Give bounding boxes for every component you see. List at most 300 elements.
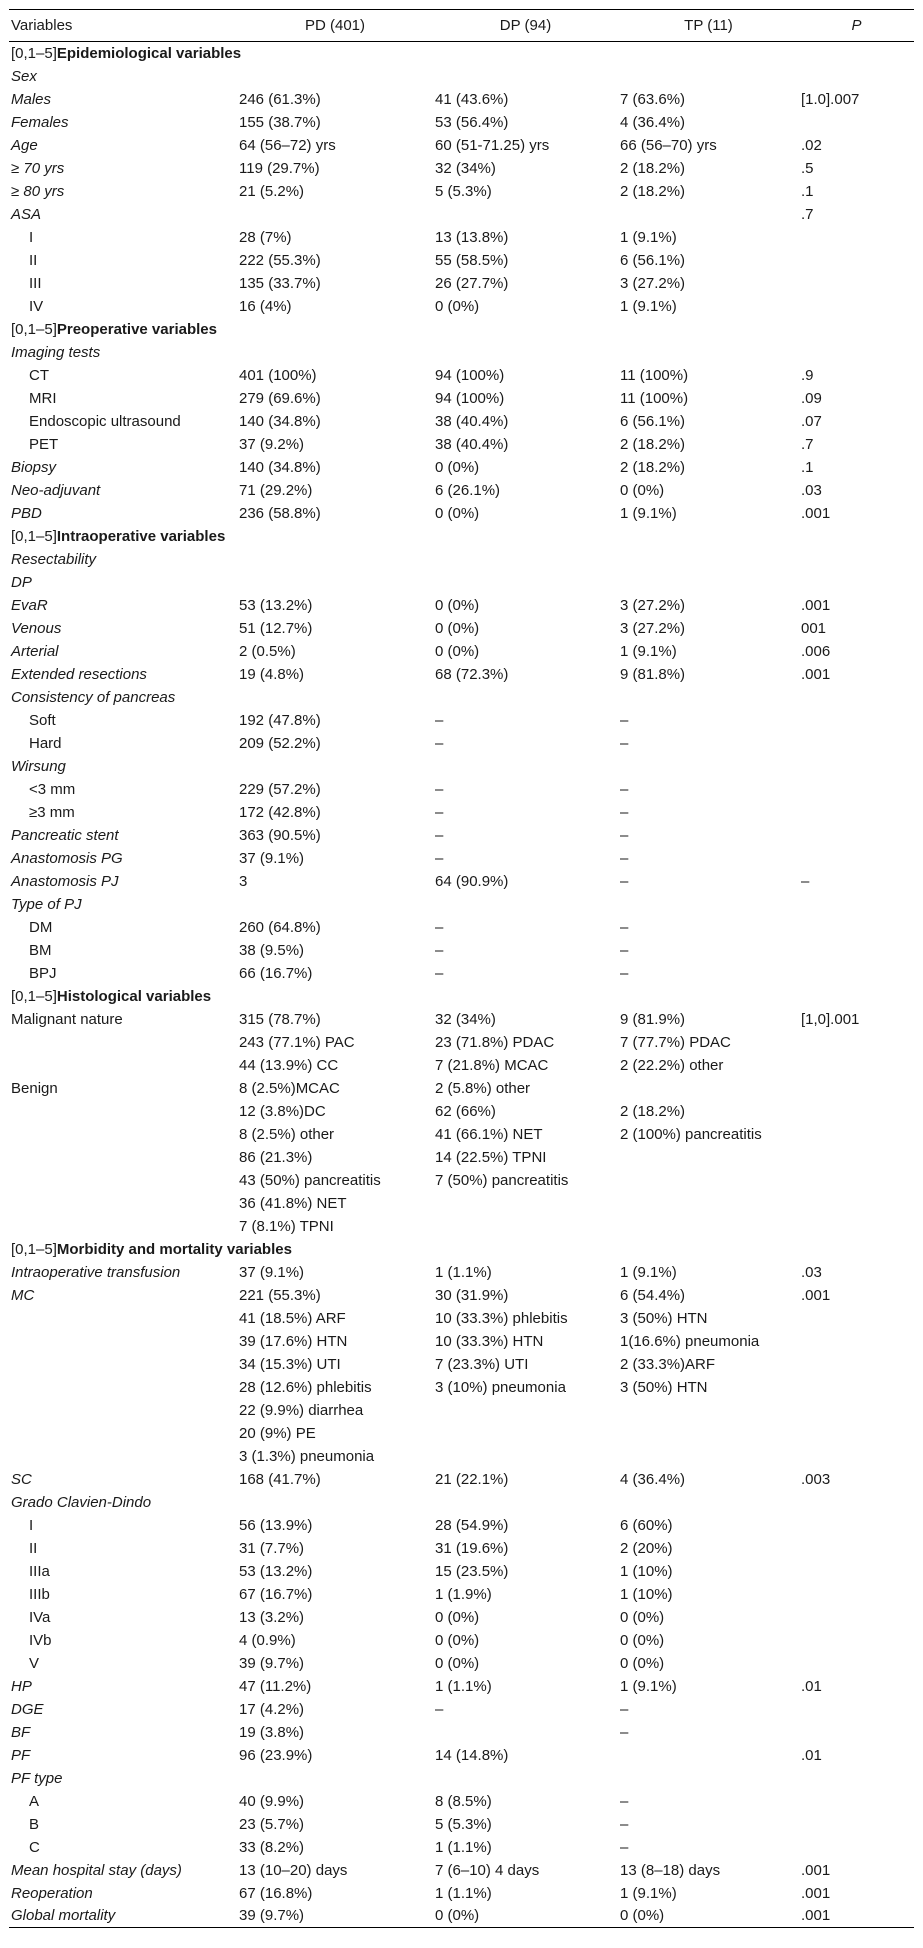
- results-table: [9, 9, 914, 1928]
- table-row: [9, 180, 914, 203]
- cell-tp: [618, 1146, 799, 1169]
- table-row: [9, 111, 914, 134]
- section-prefix: [0,1–5]: [11, 44, 57, 62]
- table-row: [9, 1744, 914, 1767]
- cell-pd: 155 (38.7%): [239, 113, 321, 131]
- cell-tp: 3 (50%) HTN: [620, 1378, 708, 1396]
- cell-dp: –: [435, 849, 444, 867]
- cell-pd: 20 (9%) PE: [239, 1424, 316, 1442]
- cell-dp: 23 (71.8%) PDAC: [435, 1033, 555, 1051]
- cell-tp: [618, 1767, 799, 1790]
- cell-pd: 135 (33.7%): [239, 274, 321, 292]
- section-title: [9, 1238, 914, 1261]
- cell-tp: 2 (100%) pancreatitis: [620, 1125, 762, 1143]
- cell-pd: 33 (8.2%): [239, 1838, 305, 1856]
- table-row: [9, 1468, 914, 1491]
- cell-dp: 10 (33.3%) phlebitis: [435, 1309, 568, 1327]
- cell-dp: 0 (0%): [435, 596, 480, 614]
- cell-tp: 4 (36.4%): [620, 113, 686, 131]
- cell-tp: [618, 341, 799, 364]
- cell-tp: [618, 1399, 799, 1422]
- section-prefix: [0,1–5]: [11, 527, 57, 545]
- cell-tp: 2 (18.2%): [620, 159, 686, 177]
- cell-dp: [433, 686, 618, 709]
- table-row: [9, 65, 914, 88]
- cell-dp: 7 (6–10) 4 days: [435, 1861, 540, 1879]
- cell-p-value: [799, 1146, 914, 1169]
- cell-dp: 26 (27.7%): [435, 274, 509, 292]
- cell-pd: 51 (12.7%): [239, 619, 313, 637]
- cell-tp: 1(16.6%) pneumonia: [620, 1332, 760, 1350]
- cell-p-value: .001: [799, 1905, 914, 1928]
- cell-p-value: [799, 732, 914, 755]
- header-tp: TP (11): [618, 10, 799, 42]
- cell-dp: 64 (90.9%): [435, 872, 509, 890]
- table-row: [9, 1054, 914, 1077]
- cell-variable: EvaR: [11, 596, 48, 614]
- table-row: [9, 571, 914, 594]
- cell-dp: 14 (14.8%): [435, 1746, 509, 1764]
- cell-tp: 0 (0%): [618, 1905, 799, 1928]
- table-row: [9, 1813, 914, 1836]
- section-label: Preoperative variables: [56, 320, 217, 338]
- cell-p-value: [799, 1445, 914, 1468]
- cell-variable: IVa: [29, 1608, 51, 1626]
- cell-variable: DP: [11, 573, 32, 591]
- cell-p-value: [799, 709, 914, 732]
- cell-p-value: .1: [801, 182, 814, 200]
- cell-pd: 192 (47.8%): [239, 711, 321, 729]
- cell-variable: I: [29, 1516, 34, 1534]
- cell-p-value: [799, 1652, 914, 1675]
- cell-p-value: [799, 1583, 914, 1606]
- table-row: [9, 1330, 914, 1353]
- cell-tp: 7 (63.6%): [620, 90, 686, 108]
- cell-pd: 34 (15.3%) UTI: [239, 1355, 341, 1373]
- cell-p-value: [799, 1721, 914, 1744]
- cell-variable: BM: [29, 941, 52, 959]
- table-row: [9, 755, 914, 778]
- cell-variable: [9, 1169, 237, 1192]
- cell-p-value: .03: [801, 481, 822, 499]
- cell-p-value: .001: [801, 1884, 831, 1902]
- cell-pd: 47 (11.2%): [239, 1677, 312, 1695]
- cell-variable: Benign: [11, 1079, 58, 1097]
- table-body: [9, 42, 914, 1928]
- cell-dp: 13 (13.8%): [435, 228, 509, 246]
- cell-pd: 96 (23.9%): [239, 1746, 313, 1764]
- cell-p-value: [799, 686, 914, 709]
- cell-dp: 10 (33.3%) HTN: [435, 1332, 544, 1350]
- table-row: [9, 502, 914, 525]
- section-header-row: [9, 985, 914, 1008]
- cell-dp: 62 (66%): [435, 1102, 496, 1120]
- cell-pd: 140 (34.8%): [239, 458, 321, 476]
- cell-pd: 36 (41.8%) NET: [239, 1194, 347, 1212]
- cell-pd: 222 (55.3%): [239, 251, 321, 269]
- cell-tp: [618, 548, 799, 571]
- cell-variable: <3 mm: [29, 780, 76, 798]
- cell-tp: [618, 893, 799, 916]
- cell-dp: –: [435, 918, 444, 936]
- cell-tp: 2 (33.3%)ARF: [620, 1355, 716, 1373]
- table-header: [9, 10, 914, 42]
- cell-tp: 2 (22.2%) other: [620, 1056, 724, 1074]
- cell-dp: 14 (22.5%) TPNI: [435, 1148, 547, 1166]
- cell-pd: 172 (42.8%): [239, 803, 321, 821]
- cell-tp: 6 (56.1%): [620, 412, 686, 430]
- cell-dp: 1 (1.9%): [435, 1585, 492, 1603]
- cell-tp: –: [620, 1723, 629, 1741]
- cell-dp: [433, 548, 618, 571]
- cell-dp: 0 (0%): [435, 1631, 480, 1649]
- table-row: [9, 1836, 914, 1859]
- cell-variable: [9, 1215, 237, 1238]
- cell-p-value: [799, 111, 914, 134]
- cell-variable: MC: [11, 1286, 35, 1304]
- section-label: Histological variables: [56, 987, 212, 1005]
- table-row: [9, 663, 914, 686]
- cell-tp: –: [620, 941, 629, 959]
- results-table-container: [9, 9, 914, 1928]
- cell-pd: 8 (2.5%)MCAC: [239, 1079, 340, 1097]
- cell-tp: 2 (18.2%): [620, 435, 686, 453]
- cell-dp: –: [435, 711, 444, 729]
- cell-pd: 40 (9.9%): [239, 1792, 305, 1810]
- cell-variable: Reoperation: [11, 1884, 93, 1902]
- cell-tp: [618, 571, 799, 594]
- cell-variable: CT: [29, 366, 49, 384]
- cell-pd: 31 (7.7%): [239, 1539, 305, 1557]
- cell-p-value: [799, 1054, 914, 1077]
- table-row: [9, 295, 914, 318]
- cell-variable: Global mortality: [9, 1905, 237, 1928]
- table-row: [9, 1307, 914, 1330]
- cell-tp: –: [620, 1838, 629, 1856]
- cell-p-value: [799, 295, 914, 318]
- cell-variable: IIIa: [29, 1562, 50, 1580]
- cell-pd: [237, 1767, 433, 1790]
- cell-p-value: .006: [801, 642, 831, 660]
- table-row: [9, 1560, 914, 1583]
- cell-tp: 3 (27.2%): [620, 596, 686, 614]
- cell-pd: [237, 203, 433, 226]
- cell-tp: [618, 755, 799, 778]
- cell-pd: 19 (4.8%): [239, 665, 305, 683]
- cell-p-value: [799, 1560, 914, 1583]
- table-row: [9, 778, 914, 801]
- cell-tp: 0 (0%): [620, 1631, 665, 1649]
- table-row: [9, 1008, 914, 1031]
- cell-p-value: [799, 1790, 914, 1813]
- section-header-row: [9, 1238, 914, 1261]
- table-row: [9, 88, 914, 111]
- header-dp: DP (94): [433, 10, 618, 42]
- cell-tp: [618, 1215, 799, 1238]
- cell-variable: [9, 1353, 237, 1376]
- table-row: [9, 1790, 914, 1813]
- cell-variable: Soft: [29, 711, 56, 729]
- table-row: [9, 824, 914, 847]
- table-row: [9, 939, 914, 962]
- cell-variable: PF type: [11, 1769, 63, 1787]
- cell-dp: 28 (54.9%): [435, 1516, 509, 1534]
- cell-p-value: [799, 341, 914, 364]
- cell-tp: –: [620, 803, 629, 821]
- cell-variable: [9, 1445, 237, 1468]
- section-title: [9, 985, 914, 1008]
- cell-tp: 11 (100%): [620, 389, 689, 407]
- cell-variable: BPJ: [29, 964, 57, 982]
- table-row: [9, 1100, 914, 1123]
- cell-pd: [237, 548, 433, 571]
- cell-dp: 7 (21.8%) MCAC: [435, 1056, 549, 1074]
- cell-p-value: [799, 571, 914, 594]
- cell-dp: 1 (1.1%): [435, 1838, 492, 1856]
- cell-tp: 66 (56–70) yrs: [620, 136, 717, 154]
- cell-pd: 401 (100%): [239, 366, 317, 384]
- cell-tp: 3 (27.2%): [620, 274, 686, 292]
- cell-pd: 39 (9.7%): [237, 1905, 433, 1928]
- cell-p-value: [799, 893, 914, 916]
- cell-pd: 2 (0.5%): [239, 642, 296, 660]
- section-header-row: [9, 525, 914, 548]
- cell-tp: –: [620, 872, 629, 890]
- cell-variable: [9, 1100, 237, 1123]
- cell-variable: [9, 1376, 237, 1399]
- cell-p-value: [799, 801, 914, 824]
- table-row: [9, 1192, 914, 1215]
- cell-dp: 0 (0%): [435, 504, 480, 522]
- cell-p-value: .01: [801, 1746, 822, 1764]
- cell-pd: 13 (10–20) days: [239, 1861, 348, 1879]
- table-row: [9, 617, 914, 640]
- cell-dp: 60 (51-71.25) yrs: [435, 136, 550, 154]
- cell-p-value: –: [801, 872, 810, 890]
- cell-dp: 32 (34%): [435, 1010, 496, 1028]
- table-row: [9, 1606, 914, 1629]
- cell-pd: 23 (5.7%): [239, 1815, 305, 1833]
- cell-pd: 315 (78.7%): [239, 1010, 321, 1028]
- cell-pd: 64 (56–72) yrs: [239, 136, 336, 154]
- cell-p-value: [799, 1330, 914, 1353]
- table-row: [9, 962, 914, 985]
- cell-tp: 1 (9.1%): [620, 1677, 677, 1695]
- cell-tp: 1 (9.1%): [620, 1263, 677, 1281]
- cell-dp: 8 (8.5%): [435, 1792, 492, 1810]
- table-row: [9, 893, 914, 916]
- cell-dp: [433, 1767, 618, 1790]
- cell-variable: BF: [11, 1723, 31, 1741]
- cell-pd: 13 (3.2%): [239, 1608, 305, 1626]
- cell-p-value: [799, 1215, 914, 1238]
- cell-p-value: .001: [801, 665, 831, 683]
- cell-variable: [9, 1422, 237, 1445]
- cell-tp: 0 (0%): [620, 1654, 665, 1672]
- cell-tp: 1 (9.1%): [620, 1884, 677, 1902]
- cell-p-value: [799, 1422, 914, 1445]
- table-row: [9, 1882, 914, 1905]
- table-row: [9, 1077, 914, 1100]
- cell-dp: 94 (100%): [435, 389, 505, 407]
- cell-pd: 229 (57.2%): [239, 780, 321, 798]
- cell-variable: [9, 1399, 237, 1422]
- cell-tp: [618, 1192, 799, 1215]
- cell-tp: 6 (60%): [620, 1516, 673, 1534]
- cell-dp: –: [435, 1700, 444, 1718]
- cell-variable: Venous: [11, 619, 62, 637]
- cell-variable: [9, 1123, 237, 1146]
- section-title: [9, 318, 914, 341]
- cell-variable: Endoscopic ultrasound: [29, 412, 181, 430]
- cell-dp: –: [435, 803, 444, 821]
- cell-variable: IV: [29, 297, 44, 315]
- cell-tp: 2 (18.2%): [620, 1102, 686, 1120]
- cell-variable: HP: [11, 1677, 32, 1695]
- cell-p-value: [799, 824, 914, 847]
- table-row: [9, 1652, 914, 1675]
- table-row: [9, 732, 914, 755]
- cell-dp: –: [435, 941, 444, 959]
- cell-tp: –: [620, 964, 629, 982]
- cell-p-value: .001: [801, 1861, 831, 1879]
- cell-dp: [433, 203, 618, 226]
- cell-variable: Arterial: [11, 642, 59, 660]
- table-row: [9, 1399, 914, 1422]
- table-row: [9, 341, 914, 364]
- table-row: [9, 410, 914, 433]
- header-pd: PD (401): [237, 10, 433, 42]
- table-row: [9, 1537, 914, 1560]
- cell-variable: Pancreatic stent: [11, 826, 119, 844]
- cell-variable: ≥3 mm: [29, 803, 75, 821]
- cell-tp: 1 (9.1%): [620, 642, 677, 660]
- cell-tp: 1 (9.1%): [620, 504, 677, 522]
- section-title: [9, 525, 914, 548]
- cell-p-value: [799, 1514, 914, 1537]
- cell-tp: 3 (50%) HTN: [620, 1309, 708, 1327]
- cell-p-value: [799, 226, 914, 249]
- cell-dp: [433, 1422, 618, 1445]
- cell-p-value: [799, 755, 914, 778]
- cell-pd: 12 (3.8%)DC: [239, 1102, 326, 1120]
- cell-dp: 21 (22.1%): [435, 1470, 509, 1488]
- table-row: [9, 1721, 914, 1744]
- cell-dp: 38 (40.4%): [435, 435, 509, 453]
- cell-p-value: .001: [801, 1286, 831, 1304]
- cell-tp: –: [620, 826, 629, 844]
- table-row: [9, 203, 914, 226]
- cell-dp: [433, 1445, 618, 1468]
- section-label: Epidemiological variables: [56, 44, 242, 62]
- cell-tp: 6 (54.4%): [620, 1286, 686, 1304]
- cell-tp: 13 (8–18) days: [620, 1861, 721, 1879]
- cell-dp: 5 (5.3%): [435, 182, 492, 200]
- table-row: [9, 1031, 914, 1054]
- table-row: [9, 1905, 914, 1928]
- table-row: [9, 433, 914, 456]
- cell-variable: Extended resections: [11, 665, 147, 683]
- table-row: [9, 594, 914, 617]
- cell-variable: II: [29, 1539, 38, 1557]
- cell-p-value: [799, 1491, 914, 1514]
- cell-pd: 140 (34.8%): [239, 412, 321, 430]
- cell-pd: 39 (9.7%): [239, 1654, 305, 1672]
- cell-p-value: .5: [801, 159, 814, 177]
- cell-pd: [237, 686, 433, 709]
- cell-variable: Anastomosis PG: [11, 849, 123, 867]
- section-prefix: [0,1–5]: [11, 987, 57, 1005]
- cell-variable: [9, 1330, 237, 1353]
- cell-p-value: [799, 548, 914, 571]
- cell-dp: 6 (26.1%): [435, 481, 501, 499]
- cell-dp: 2 (5.8%) other: [435, 1079, 531, 1097]
- table-row: [9, 1675, 914, 1698]
- cell-variable: B: [29, 1815, 40, 1833]
- cell-p-value: [1.0].007: [801, 90, 860, 108]
- cell-tp: –: [620, 780, 629, 798]
- cell-variable: Biopsy: [11, 458, 57, 476]
- table-row: [9, 157, 914, 180]
- cell-variable: Neo-adjuvant: [11, 481, 101, 499]
- cell-pd: [237, 755, 433, 778]
- cell-tp: 1 (10%): [620, 1585, 673, 1603]
- cell-variable: V: [29, 1654, 40, 1672]
- cell-tp: 0 (0%): [620, 1608, 665, 1626]
- cell-pd: 3: [239, 872, 248, 890]
- cell-pd: [237, 341, 433, 364]
- table-row: [9, 870, 914, 893]
- cell-variable: Imaging tests: [11, 343, 101, 361]
- section-prefix: [0,1–5]: [11, 320, 57, 338]
- cell-variable: [9, 1192, 237, 1215]
- cell-variable: Wirsung: [11, 757, 66, 775]
- cell-dp: 0 (0%): [435, 1608, 480, 1626]
- cell-pd: 86 (21.3%): [239, 1148, 313, 1166]
- cell-p-value: [799, 847, 914, 870]
- cell-dp: 0 (0%): [435, 458, 480, 476]
- cell-dp: 1 (1.1%): [435, 1677, 492, 1695]
- cell-variable: ≥ 80 yrs: [11, 182, 65, 200]
- cell-p-value: [799, 1767, 914, 1790]
- cell-variable: Sex: [11, 67, 37, 85]
- cell-p-value: .02: [801, 136, 822, 154]
- section-label: Intraoperative variables: [56, 527, 226, 545]
- table-row: [9, 249, 914, 272]
- cell-variable: Anastomosis PJ: [11, 872, 119, 890]
- table-row: [9, 1583, 914, 1606]
- cell-variable: C: [29, 1838, 40, 1856]
- cell-variable: IIIb: [29, 1585, 50, 1603]
- cell-dp: 1 (1.1%): [435, 1884, 492, 1902]
- cell-pd: 67 (16.7%): [239, 1585, 313, 1603]
- header-variables: Variables: [9, 10, 237, 42]
- cell-tp: 0 (0%): [620, 481, 665, 499]
- cell-variable: Females: [11, 113, 69, 131]
- cell-p-value: .001: [801, 504, 831, 522]
- cell-pd: [237, 893, 433, 916]
- cell-p-value: [799, 1100, 914, 1123]
- cell-pd: 66 (16.7%): [239, 964, 313, 982]
- cell-pd: 236 (58.8%): [239, 504, 321, 522]
- cell-p-value: .9: [801, 366, 814, 384]
- cell-tp: –: [620, 1700, 629, 1718]
- cell-p-value: [799, 1606, 914, 1629]
- section-label: Morbidity and mortality variables: [56, 1240, 292, 1258]
- cell-p-value: [1,0].001: [801, 1010, 860, 1028]
- cell-dp: –: [435, 826, 444, 844]
- cell-dp: 41 (66.1%) NET: [435, 1125, 543, 1143]
